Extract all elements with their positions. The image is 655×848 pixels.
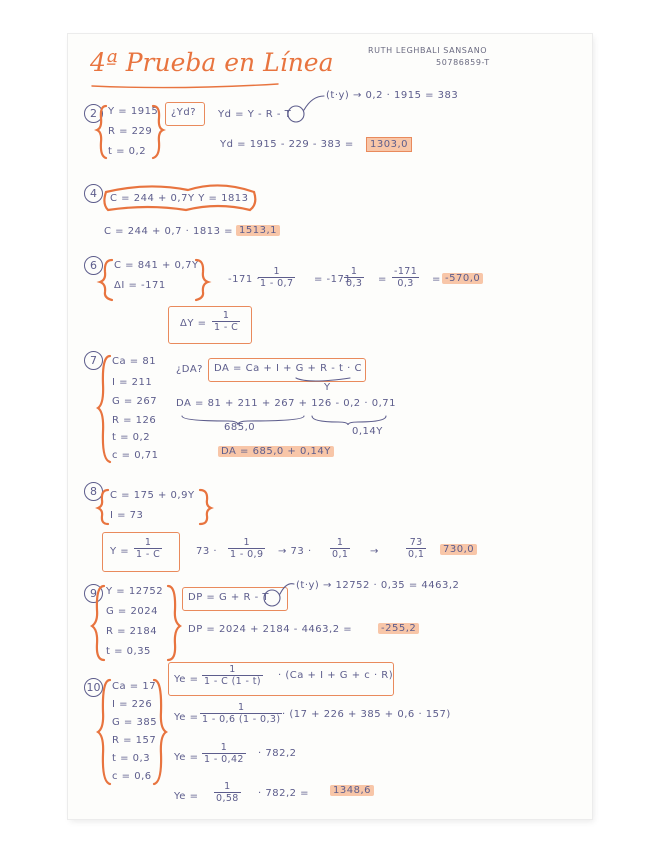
q9-formula: DP = G + R - T	[188, 592, 269, 603]
q6-fraction-1: $\frac{1}{1 - 0,7}$	[260, 266, 294, 289]
q7-given-i: I = 211	[112, 377, 153, 388]
q8-term-2: → 73 ·	[278, 546, 312, 557]
q4-calculation: C = 244 + 0,7 · 1813 =	[104, 226, 233, 237]
q7-given-t: t = 0,2	[112, 432, 151, 443]
q8-fraction-2: $\frac{1}{0,1}$	[332, 537, 349, 560]
q2-answer: 1303,0	[366, 137, 412, 152]
student-id: 50786859-T	[436, 58, 490, 67]
q2-tax-note: (t·y) → 0,2 · 1915 = 383	[326, 90, 459, 101]
q8-formula-label: Y =	[110, 546, 130, 557]
q10-line3-label: Ye =	[174, 752, 199, 763]
question-number-6: 6	[84, 256, 103, 275]
q10-line4-tail: · 782,2 =	[258, 788, 310, 799]
q8-fraction-3: $\frac{73}{0,1}$	[408, 537, 425, 560]
q10-given-r: R = 157	[112, 735, 157, 746]
q4-givens: C = 244 + 0,7Y Y = 1813	[110, 193, 249, 204]
q10-given-ca: Ca = 17	[112, 681, 157, 692]
q10-line3-fraction: $\frac{1}{1 - 0,42}$	[204, 742, 244, 765]
pen-strokes	[68, 34, 592, 819]
q7-given-r: R = 126	[112, 415, 157, 426]
q8-answer: 730,0	[440, 544, 477, 555]
q10-line4-fraction: $\frac{1}{0,58}$	[216, 781, 239, 804]
q10-line1-label: Ye =	[174, 674, 199, 685]
q7-sum-2: 0,14Y	[352, 426, 383, 437]
q9-given-y: Y = 12752	[106, 586, 164, 597]
q10-line2-label: Ye =	[174, 712, 199, 723]
q2-given-t: t = 0,2	[108, 146, 147, 157]
q7-question: ¿DA?	[176, 364, 203, 375]
q6-term-2: = -171	[314, 274, 352, 285]
q7-sum-1: 685,0	[224, 422, 256, 433]
q8-term-3: →	[370, 546, 379, 557]
q7-under-y: Y	[324, 382, 331, 393]
q2-formula: Yd = Y - R - T	[218, 109, 292, 120]
q6-fraction-2: $\frac{1}{0,3}$	[346, 266, 363, 289]
q6-term-3: =	[378, 274, 387, 285]
q10-line1-tail: · (Ca + I + G + c · R)	[278, 670, 394, 681]
q7-given-c: c = 0,71	[112, 450, 159, 461]
q2-given-y: Y = 1915	[108, 106, 159, 117]
q7-formula: DA = Ca + I + G + R - t · C	[214, 363, 362, 374]
q2-calculation: Yd = 1915 - 229 - 383 =	[220, 139, 354, 150]
q10-given-g: G = 385	[112, 717, 158, 728]
q8-given-i: I = 73	[110, 510, 144, 521]
question-number-2: 2	[84, 104, 103, 123]
q6-answer: -570,0	[442, 273, 483, 284]
question-number-9: 9	[84, 584, 103, 603]
q2-given-r: R = 229	[108, 126, 153, 137]
q10-line2-tail: · (17 + 226 + 385 + 0,6 · 157)	[282, 709, 451, 720]
q9-answer: -255,2	[378, 623, 419, 634]
q10-line4-label: Ye =	[174, 791, 199, 802]
q8-formula: $\frac{1}{1 - C}$	[136, 537, 161, 560]
q7-given-g: G = 267	[112, 396, 158, 407]
q6-given-c: C = 841 + 0,7Y	[114, 260, 199, 271]
q8-fraction-1: $\frac{1}{1 - 0,9}$	[230, 537, 264, 560]
q10-given-t: t = 0,3	[112, 753, 151, 764]
page-title: 4ª Prueba en Línea	[90, 48, 334, 77]
q10-line2-fraction: $\frac{1}{1 - 0,6 (1 - 0,3)}$	[202, 702, 281, 725]
q9-tax-note: (t·y) → 12752 · 0,35 = 4463,2	[296, 580, 460, 591]
q4-answer: 1513,1	[236, 225, 280, 236]
q10-line1-fraction: $\frac{1}{1 - C (1 - t)}$	[204, 664, 262, 687]
question-number-10: 10	[84, 678, 103, 697]
q6-given-delta-i: ΔI = -171	[114, 280, 166, 291]
q10-line3-tail: · 782,2	[258, 748, 297, 759]
q9-given-g: G = 2024	[106, 606, 158, 617]
q10-given-c: c = 0,6	[112, 771, 152, 782]
q6-term-4: =	[432, 274, 441, 285]
q10-given-i: I = 226	[112, 699, 153, 710]
q9-calculation: DP = 2024 + 2184 - 4463,2 =	[188, 624, 353, 635]
q6-fraction-3: $\frac{-171}{0,3}$	[394, 266, 418, 289]
student-name: RUTH LEGHBALI SANSANO	[368, 46, 488, 55]
q9-given-r: R = 2184	[106, 626, 158, 637]
q8-term-1: 73 ·	[196, 546, 218, 557]
question-number-7: 7	[84, 351, 103, 370]
q7-given-ca: Ca = 81	[112, 356, 157, 367]
q9-given-t: t = 0,35	[106, 646, 151, 657]
exam-sheet	[68, 34, 592, 819]
q7-calculation: DA = 81 + 211 + 267 + 126 - 0,2 · 0,71	[176, 398, 396, 409]
q6-multiplier: $\frac{1}{1 - C}$	[214, 310, 239, 333]
question-number-4: 4	[84, 184, 103, 203]
question-number-8: 8	[84, 482, 103, 501]
q2-question: ¿Yd?	[171, 107, 197, 118]
q7-answer: DA = 685,0 + 0,14Y	[218, 446, 334, 457]
q10-answer: 1348,6	[330, 785, 374, 796]
q8-given-c: C = 175 + 0,9Y	[110, 490, 195, 501]
q6-term-1: -171 ·	[228, 274, 261, 285]
q6-multiplier-label: ΔY =	[180, 318, 207, 329]
